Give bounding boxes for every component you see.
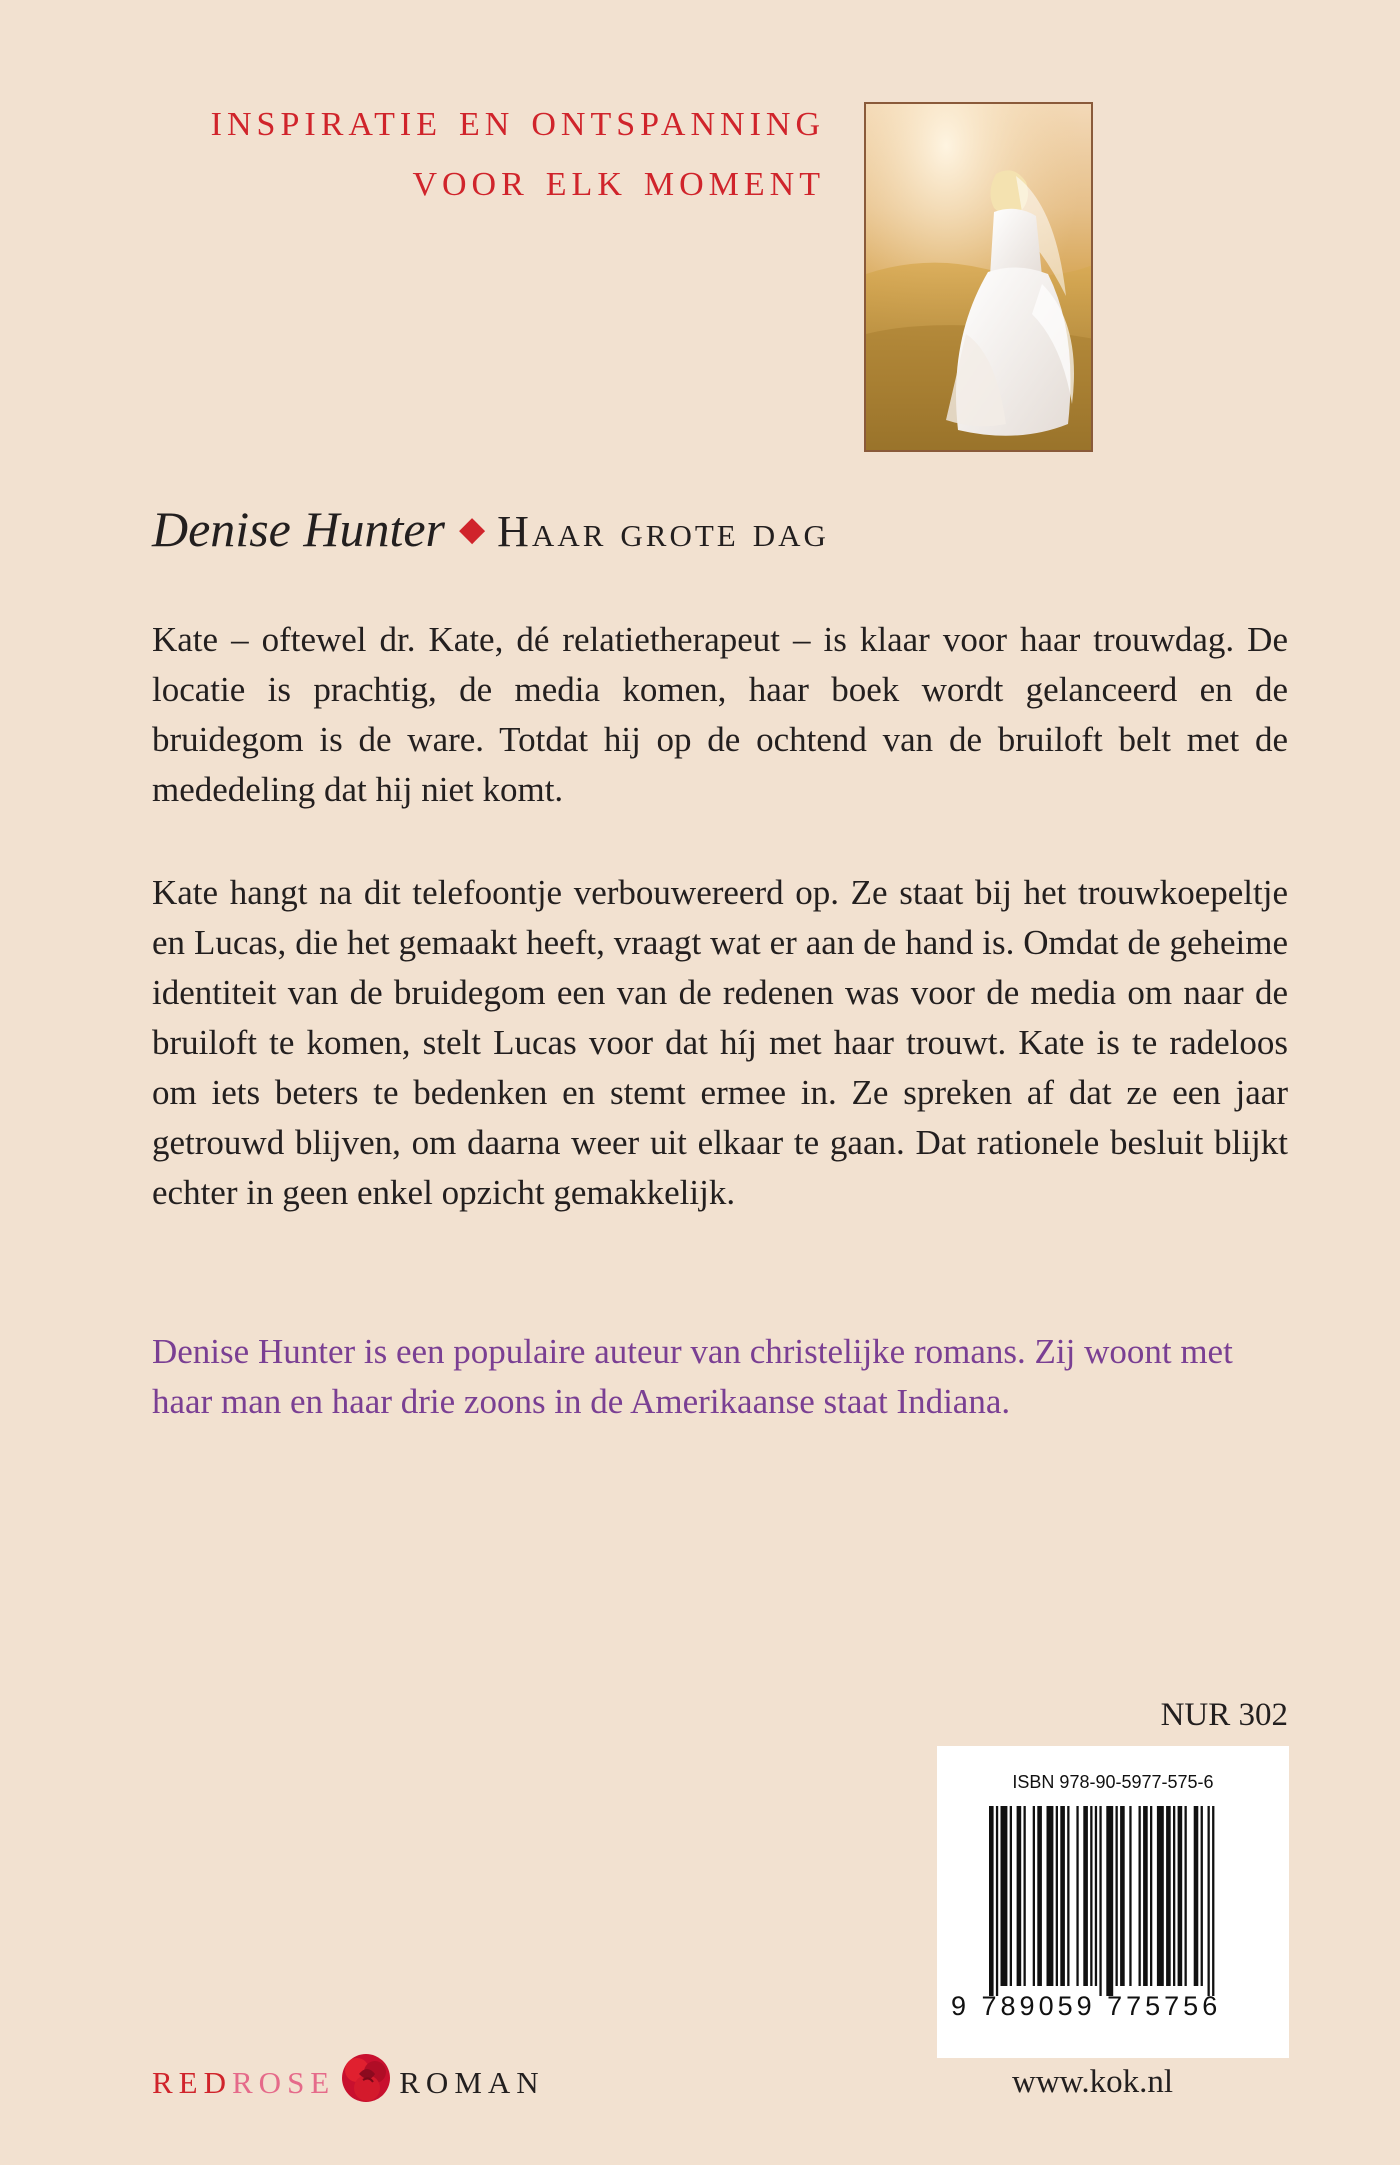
barcode-bar (1201, 1806, 1203, 1986)
barcode-icon (989, 1806, 1239, 1996)
barcode-bar (1173, 1806, 1175, 1986)
author-bio: Denise Hunter is een populaire auteur van christelijke romans. Zij woont met haar man en haar drie zoons in de Amerikaanse staat Indiana. (152, 1332, 1233, 1421)
barcode-bar (1076, 1806, 1078, 1986)
barcode-panel (937, 1746, 1289, 2058)
barcode-bar (1116, 1806, 1118, 1986)
barcode-bar (1099, 1806, 1101, 1996)
barcode-bar (1090, 1806, 1092, 1986)
barcode-bar (1095, 1806, 1097, 1986)
imprint-red: red (152, 2053, 232, 2103)
tagline-line-1: inspiratie en ontspanning (210, 93, 825, 146)
barcode-bar (1060, 1806, 1065, 1986)
barcode-bar (1037, 1806, 1042, 1986)
barcode-bar (1178, 1806, 1183, 1986)
publisher-website: www.kok.nl (1012, 2064, 1174, 2100)
diamond-icon: ◆ (459, 511, 486, 548)
book-title: Haar grote dag (497, 507, 829, 556)
barcode-bar (1024, 1806, 1026, 1986)
nur-code: NUR 302 (1160, 1697, 1288, 1733)
blurb-paragraph-1: Kate – oftewel dr. Kate, dé relatietherapeut – is klaar voor haar trouwdag. De locatie is prachtig, de media komen, haar boek wordt gelanceerd en de bruidegom is de ware. Totdat hij op de ochtend van de bruiloft belt met de mededeling dat hij niet komt. (152, 620, 1288, 809)
series-tagline (211, 90, 825, 210)
barcode-bar (1129, 1806, 1131, 1986)
bride-in-field-illustration (866, 104, 1093, 452)
barcode-bar (1139, 1806, 1141, 1986)
barcode-bar (1166, 1806, 1171, 1986)
barcode-bar (1047, 1806, 1054, 1986)
tagline-line-2: voor elk moment (412, 153, 825, 206)
barcode-bar (1194, 1806, 1199, 1986)
barcode-bar (1212, 1806, 1214, 1996)
barcode-bar (1083, 1806, 1088, 1986)
author-title-line (152, 500, 829, 558)
barcode-bar (1157, 1806, 1164, 1986)
barcode-bar (989, 1806, 994, 1996)
imprint-roman: roman (399, 2053, 545, 2103)
barcode-bar (1143, 1806, 1148, 1986)
cover-thumbnail (864, 102, 1093, 452)
author-name: Denise Hunter (152, 501, 445, 557)
barcode-bar (1106, 1806, 1113, 1996)
isbn-label: ISBN 978-90-5977-575-6 (1012, 1772, 1214, 1792)
barcode-bar (1010, 1806, 1012, 1986)
barcode-bar (1208, 1806, 1210, 1996)
blurb-paragraph-2: Kate hangt na dit telefoontje verbouwereerd op. Ze staat bij het trouwkoepeltje en Lucas, die het gemaakt heeft, vraagt wat er aan de hand is. Omdat de geheime identiteit van de bruidegom een van de redenen was voor de media om naar de bruiloft te komen, stelt Lucas voor dat híj met haar trouwt. Kate is te radeloos om iets beters te bedenken en stemt ermee in. Ze spreken af dat ze een jaar getrouwd blijven, om daarna weer uit elkaar te gaan. Dat rationele besluit blijkt echter in geen enkel opzicht gemakkelijk. (152, 873, 1288, 1212)
rose-icon (337, 2050, 395, 2106)
barcode-bar (1067, 1806, 1069, 1986)
imprint-logo (152, 2050, 545, 2106)
imprint-rose: rose (232, 2053, 336, 2103)
barcode-bar (1120, 1806, 1125, 1986)
barcode-bar (996, 1806, 998, 1996)
barcode-bar (1150, 1806, 1152, 1986)
barcode-bar (1017, 1806, 1022, 1986)
barcode-bar (1001, 1806, 1008, 1986)
barcode-bar (1056, 1806, 1058, 1986)
ean-digits: 9 789059 775756 (951, 1991, 1222, 2021)
barcode-bar (1185, 1806, 1187, 1986)
barcode-bar (1033, 1806, 1035, 1986)
